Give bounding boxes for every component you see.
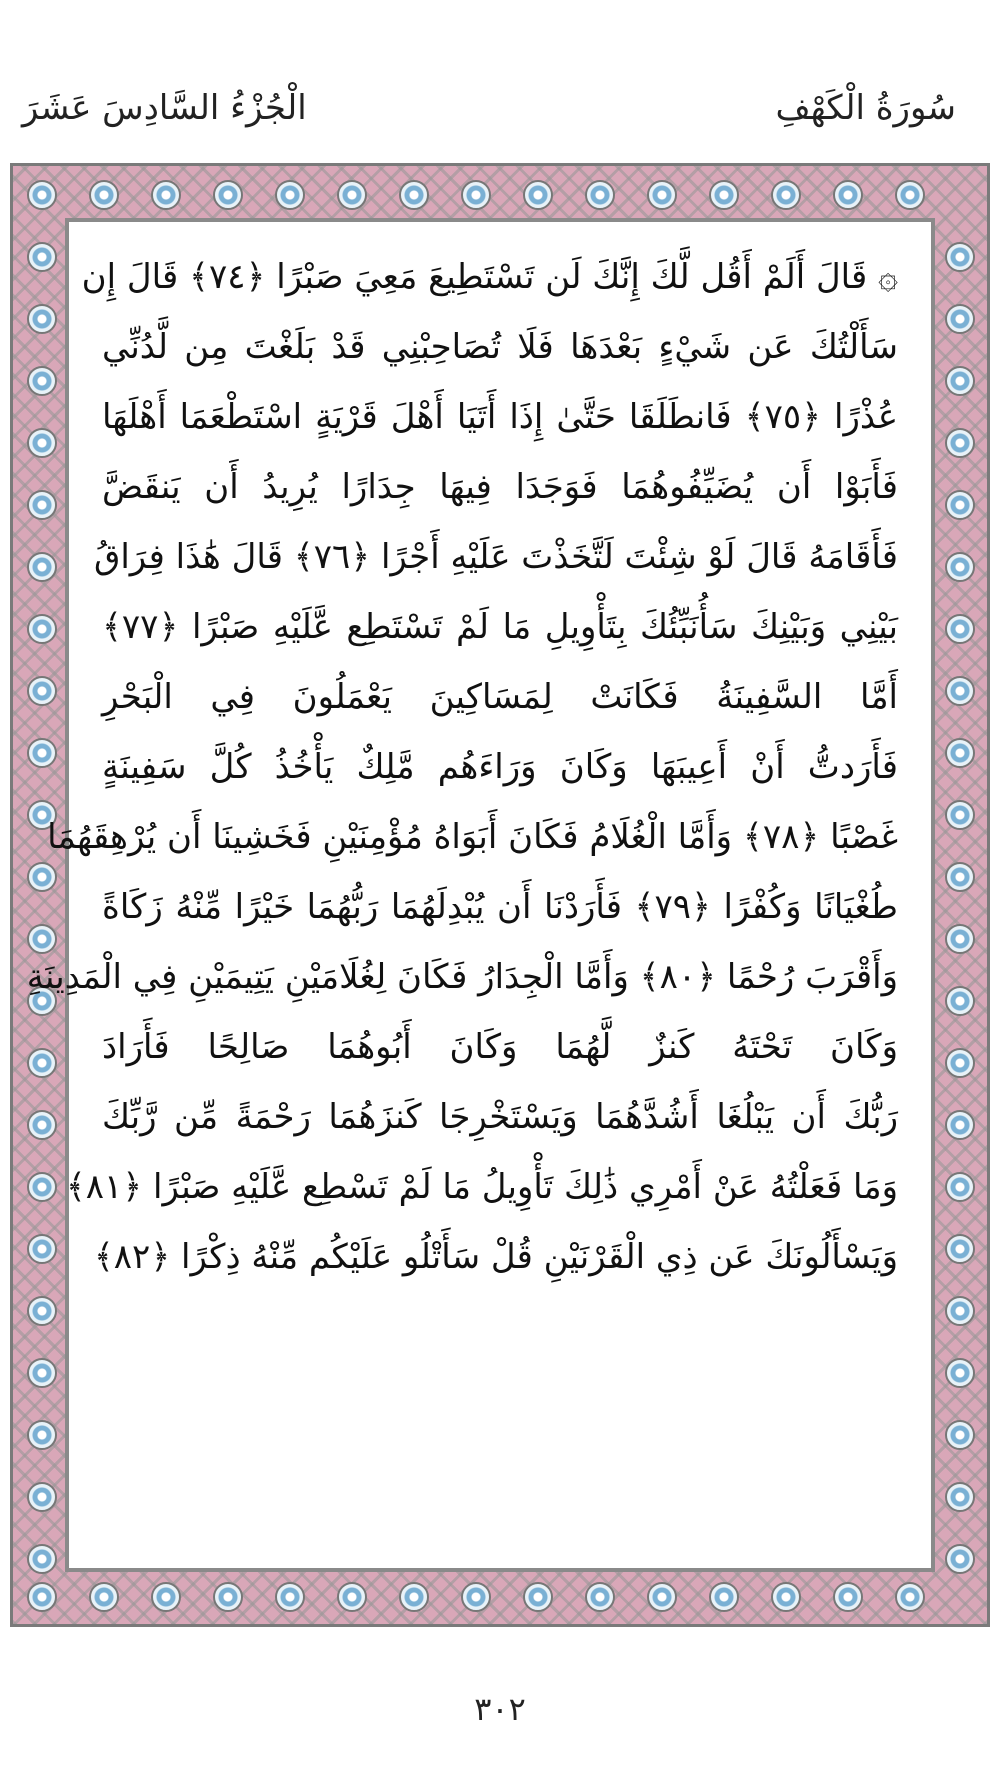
rosette-ornament <box>945 676 975 706</box>
rosette-ornament <box>27 738 57 768</box>
rosette-ornament <box>337 1582 367 1612</box>
rosette-ornament <box>945 366 975 396</box>
rosette-ornament <box>151 180 181 210</box>
rosette-ornament <box>27 490 57 520</box>
rosette-ornament <box>945 738 975 768</box>
rosette-ornament <box>945 428 975 458</box>
rosette-ornament <box>27 1358 57 1388</box>
rosette-ornament <box>27 1296 57 1326</box>
rosette-ornament <box>151 1582 181 1612</box>
rosette-ornament <box>945 242 975 272</box>
text-line: وَأَقْرَبَ رُحْمًا ﴿٨٠﴾ وَأَمَّا الْجِدَارُ فَكَانَ لِغُلَامَيْنِ يَتِيمَيْنِ فِي الْمَدِينَةِ <box>26 957 898 997</box>
text-line: وَيَسْأَلُونَكَ عَن ذِي الْقَرْنَيْنِ قُلْ سَأَتْلُو عَلَيْكُم مِّنْهُ ذِكْرًا ﴿٨٢﴾ <box>93 1237 898 1277</box>
rosette-ornament <box>945 1048 975 1078</box>
rosette-ornament <box>27 242 57 272</box>
rosette-ornament <box>585 180 615 210</box>
rosette-ornament <box>709 1582 739 1612</box>
rosette-ornament <box>275 1582 305 1612</box>
rosette-ornament <box>27 304 57 334</box>
rosette-ornament <box>89 180 119 210</box>
text-line: بَيْنِي وَبَيْنِكَ سَأُنَبِّئُكَ بِتَأْوِيلِ مَا لَمْ تَسْتَطِع عَّلَيْهِ صَبْرًا ﴿٧٧﴾ <box>102 607 898 647</box>
text-line: وَمَا فَعَلْتُهُ عَنْ أَمْرِي ذَٰلِكَ تَأْوِيلُ مَا لَمْ تَسْطِع عَّلَيْهِ صَبْرًا ﴿٨١﴾ <box>65 1167 898 1207</box>
rosette-ornament <box>523 1582 553 1612</box>
juz-name: الْجُزْءُ السَّادِسَ عَشَرَ <box>22 88 307 128</box>
rosette-ornament <box>771 180 801 210</box>
text-line: رَبُّكَ أَن يَبْلُغَا أَشُدَّهُمَا وَيَسْتَخْرِجَا كَنزَهُمَا رَحْمَةً مِّن رَّبِّكَ <box>102 1097 898 1137</box>
rosette-ornament <box>27 676 57 706</box>
text-line: طُغْيَانًا وَكُفْرًا ﴿٧٩﴾ فَأَرَدْنَا أَن يُبْدِلَهُمَا رَبُّهُمَا خَيْرًا مِّنْهُ زَكَاةً <box>102 887 898 927</box>
rosette-ornament <box>27 366 57 396</box>
text-line: فَأَرَدتُّ أَنْ أَعِيبَهَا وَكَانَ وَرَاءَهُم مَّلِكٌ يَأْخُذُ كُلَّ سَفِينَةٍ <box>102 747 898 787</box>
rosette-ornament <box>27 1110 57 1140</box>
rosette-ornament <box>945 1234 975 1264</box>
rosette-ornament <box>945 800 975 830</box>
rosette-ornament <box>27 1482 57 1512</box>
rosette-ornament <box>833 1582 863 1612</box>
rosette-ornament <box>89 1582 119 1612</box>
rosette-ornament <box>945 986 975 1016</box>
rosette-ornament <box>399 1582 429 1612</box>
rosette-ornament <box>945 1358 975 1388</box>
rosette-ornament <box>945 1420 975 1450</box>
rosette-ornament <box>27 614 57 644</box>
text-line: فَأَبَوْا أَن يُضَيِّفُوهُمَا فَوَجَدَا فِيهَا جِدَارًا يُرِيدُ أَن يَنقَضَّ <box>102 467 898 507</box>
text-line: وَكَانَ تَحْتَهُ كَنزٌ لَّهُمَا وَكَانَ أَبُوهُمَا صَالِحًا فَأَرَادَ <box>102 1027 898 1067</box>
rosette-ornament <box>213 1582 243 1612</box>
rosette-ornament <box>27 1582 57 1612</box>
rosette-ornament <box>27 180 57 210</box>
text-line: سَأَلْتُكَ عَن شَيْءٍ بَعْدَهَا فَلَا تُصَاحِبْنِي قَدْ بَلَغْتَ مِن لَّدُنِّي <box>102 327 898 367</box>
rosette-ornament <box>27 1172 57 1202</box>
rosette-ornament <box>945 862 975 892</box>
rosette-ornament <box>461 1582 491 1612</box>
text-line: غَصْبًا ﴿٧٨﴾ وَأَمَّا الْغُلَامُ فَكَانَ أَبَوَاهُ مُؤْمِنَيْنِ فَخَشِينَا أَن يُرْهِقَهُمَا <box>47 817 898 857</box>
surah-name: سُورَةُ الْكَهْفِ <box>775 88 956 128</box>
rosette-ornament <box>27 1544 57 1574</box>
rosette-ornament <box>945 490 975 520</box>
rosette-ornament <box>771 1582 801 1612</box>
rosette-ornament <box>585 1582 615 1612</box>
rosette-ornament <box>945 924 975 954</box>
verse-text-block <box>26 242 898 1562</box>
rosette-ornament <box>647 180 677 210</box>
text-line: ۞ قَالَ أَلَمْ أَقُل لَّكَ إِنَّكَ لَن تَسْتَطِيعَ مَعِيَ صَبْرًا ﴿٧٤﴾ قَالَ إِن <box>81 257 898 297</box>
rosette-ornament <box>27 428 57 458</box>
rosette-ornament <box>945 552 975 582</box>
rosette-ornament <box>523 180 553 210</box>
rosette-ornament <box>833 180 863 210</box>
rosette-ornament <box>945 1172 975 1202</box>
rosette-ornament <box>213 180 243 210</box>
rosette-ornament <box>337 180 367 210</box>
rosette-ornament <box>945 1296 975 1326</box>
rosette-ornament <box>895 1582 925 1612</box>
rosette-ornament <box>27 1048 57 1078</box>
rosette-ornament <box>895 180 925 210</box>
rosette-ornament <box>945 1110 975 1140</box>
rosette-ornament <box>27 1234 57 1264</box>
rosette-ornament <box>399 180 429 210</box>
rosette-ornament <box>945 614 975 644</box>
rosette-ornament <box>709 180 739 210</box>
text-line: أَمَّا السَّفِينَةُ فَكَانَتْ لِمَسَاكِينَ يَعْمَلُونَ فِي الْبَحْرِ <box>102 677 898 717</box>
rosette-ornament <box>945 304 975 334</box>
text-line: فَأَقَامَهُ قَالَ لَوْ شِئْتَ لَتَّخَذْتَ عَلَيْهِ أَجْرًا ﴿٧٦﴾ قَالَ هَٰذَا فِرَاقُ <box>93 537 898 577</box>
rosette-ornament <box>27 1420 57 1450</box>
rosette-ornament <box>275 180 305 210</box>
page-number: ٣٠٢ <box>474 1690 526 1728</box>
rosette-ornament <box>945 1482 975 1512</box>
rosette-ornament <box>647 1582 677 1612</box>
text-line: عُذْرًا ﴿٧٥﴾ فَانطَلَقَا حَتَّىٰ إِذَا أَتَيَا أَهْلَ قَرْيَةٍ اسْتَطْعَمَا أَهْلَهَا <box>102 397 898 437</box>
rosette-ornament <box>945 1544 975 1574</box>
rosette-ornament <box>27 552 57 582</box>
rosette-ornament <box>461 180 491 210</box>
